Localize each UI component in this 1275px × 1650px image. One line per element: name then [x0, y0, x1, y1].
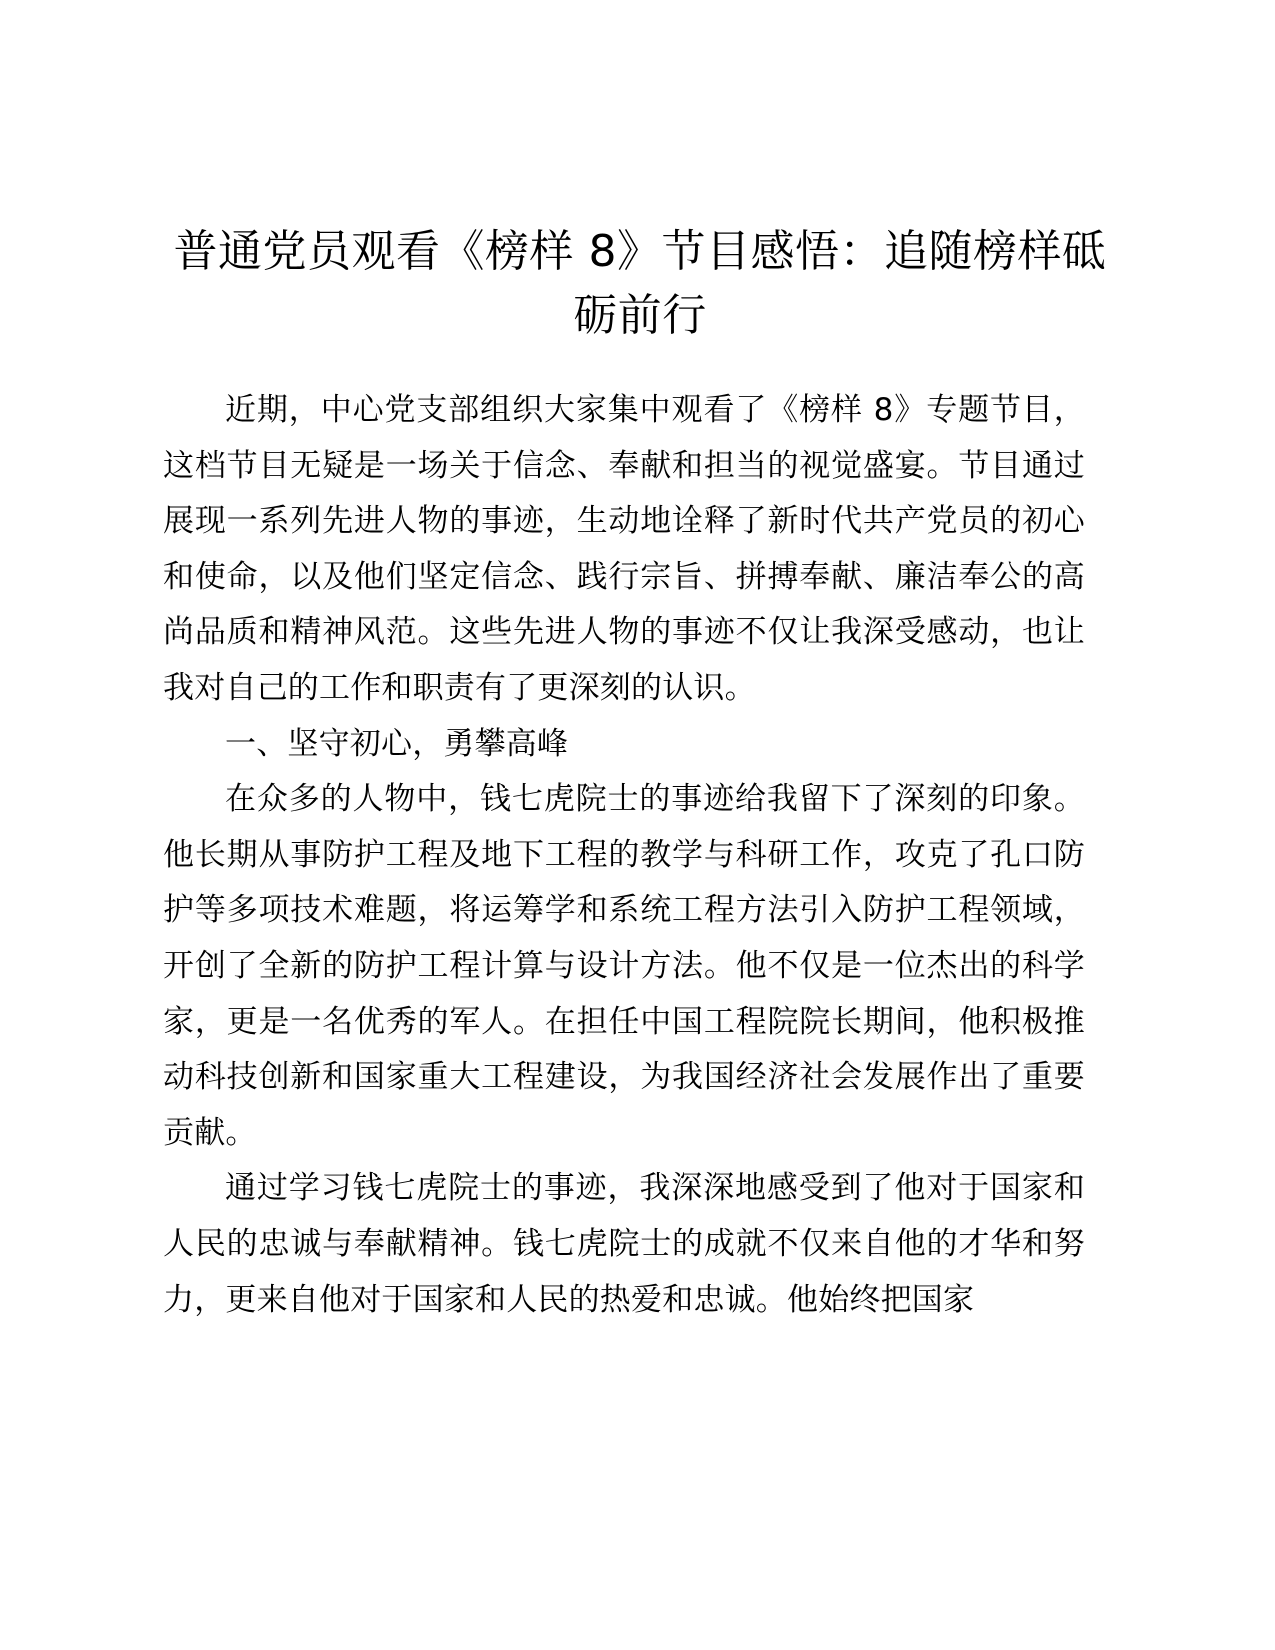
document-title: 普通党员观看《榜样 8》节目感悟：追随榜样砥砺前行	[173, 226, 1107, 341]
section-heading-1: 一、坚守初心，勇攀高峰	[225, 725, 569, 762]
paragraph-reflection: 通过学习钱七虎院士的事迹，我深深地感受到了他对于国家和人民的忠诚与奉献精神。钱七虎院士的成就不仅来自他的才华和努力，更来自他对于国家和人民的热爱和忠诚。他始终把国家	[163, 1170, 1085, 1318]
paragraph-qian-qihu: 在众多的人物中，钱七虎院士的事迹给我留下了深刻的印象。他长期从事防护工程及地下工程的教学与科研工作，攻克了孔口防护等多项技术难题，将运筹学和系统工程方法引入防护工程领域，开创了全新的防护工程计算与设计方法。他不仅是一位杰出的科学家，更是一名优秀的军人。在担任中国工程院院长期间，他积极推动科技创新和国家重大工程建设，为我国经济社会发展作出了重要贡献。	[163, 781, 1085, 1151]
document-body	[163, 383, 1085, 1328]
paragraph-intro: 近期，中心党支部组织大家集中观看了《榜样 8》专题节目，这档节目无疑是一场关于信念、奉献和担当的视觉盛宴。节目通过展现一系列先进人物的事迹，生动地诠释了新时代共产党员的初心和使命，以及他们坚定信念、践行宗旨、拼搏奉献、廉洁奉公的高尚品质和精神风范。这些先进人物的事迹不仅让我深受感动，也让我对自己的工作和职责有了更深刻的认识。	[163, 392, 1085, 706]
